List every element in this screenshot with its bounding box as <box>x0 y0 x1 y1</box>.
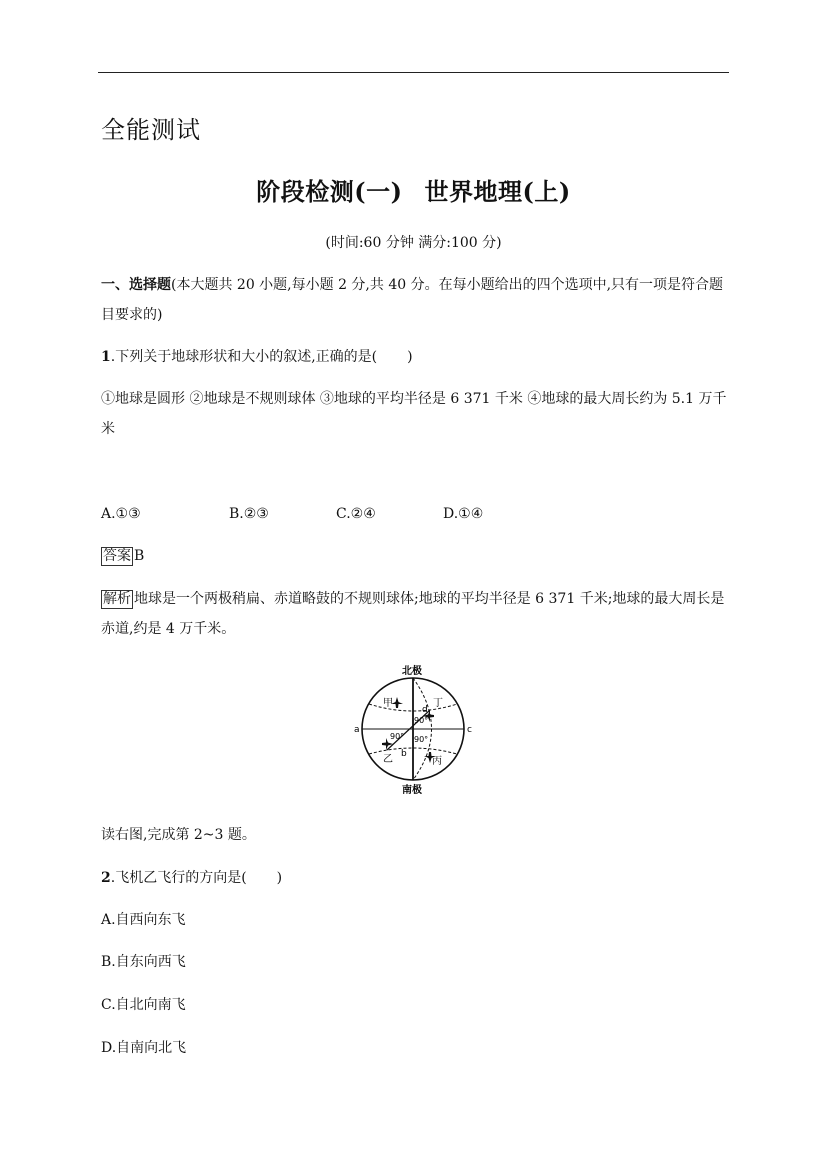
question-1-statements: ①地球是圆形 ②地球是不规则球体 ③地球的平均半径是 6 371 千米 ④地球的最大周长约为 5.1 万千米 <box>101 391 727 437</box>
document-title-part2: 世界地理(上) <box>424 177 571 206</box>
angle-label-right: 90° <box>414 735 429 744</box>
question-1-text: .下列关于地球形状和大小的叙述,正确的是( <box>110 349 378 365</box>
question-2-option-a: A.自西向东飞 <box>101 912 186 928</box>
instructions <box>101 270 729 330</box>
label-d: d <box>422 705 428 715</box>
angle-label-left: 90° <box>390 732 405 741</box>
question-2-option-b: B.自东向西飞 <box>101 954 186 970</box>
instructions-text: (本大题共 20 小题,每小题 2 分,共 40 分。在每小题给出的四个选项中,只有一项是符合题目要求的) <box>101 277 724 323</box>
question-1-option-b: B.②③ <box>229 506 269 522</box>
earth-diagram <box>350 662 480 796</box>
question-2-option-d: D.自南向北飞 <box>101 1040 187 1056</box>
question-1-answer <box>101 541 144 571</box>
question-1-paren: ) <box>407 349 413 365</box>
label-yi: 乙 <box>383 754 393 765</box>
instructions-part-label: 一、选择题 <box>101 277 171 293</box>
angle-label-top: 90° <box>414 716 429 725</box>
question-1-number: 1 <box>101 349 111 365</box>
question-1-option-a: A.①③ <box>101 506 141 522</box>
question-1-option-c: C.②④ <box>336 506 376 522</box>
question-2-text: .飞机乙飞行的方向是( <box>110 870 247 886</box>
question-2-option-c: C.自北向南飞 <box>101 997 186 1013</box>
reading-prompt: 读右图,完成第 2~3 题。 <box>101 827 256 843</box>
document-title <box>0 172 827 207</box>
question-1-analysis <box>101 584 729 644</box>
answer-label: 答案 <box>103 548 131 564</box>
section-title: 全能测试 <box>101 116 201 144</box>
question-2-stem <box>101 863 282 893</box>
top-rule <box>98 72 729 73</box>
question-2-number: 2 <box>101 870 111 886</box>
label-bing: 丙 <box>432 756 442 767</box>
label-jia: 甲 <box>383 698 393 709</box>
document-title-part1: 阶段检测(一) <box>256 177 403 206</box>
question-2-paren: ) <box>276 870 283 886</box>
label-south-pole: 南极 <box>402 785 422 796</box>
label-north-pole: 北极 <box>402 666 422 677</box>
question-1-stem <box>101 342 413 372</box>
analysis-text: 地球是一个两极稍扁、赤道略鼓的不规则球体;地球的平均半径是 6 371 千米;地球的最大周长是赤道,约是 4 万千米。 <box>101 591 725 637</box>
label-ding: 丁 <box>433 698 443 709</box>
analysis-label: 解析 <box>103 591 131 607</box>
label-c: c <box>467 725 472 735</box>
label-a: a <box>354 725 360 735</box>
document-subtitle: (时间:60 分钟 满分:100 分) <box>325 235 502 251</box>
label-b: b <box>401 749 407 759</box>
question-1-option-d: D.①④ <box>443 506 484 522</box>
answer-value: B <box>134 548 145 564</box>
